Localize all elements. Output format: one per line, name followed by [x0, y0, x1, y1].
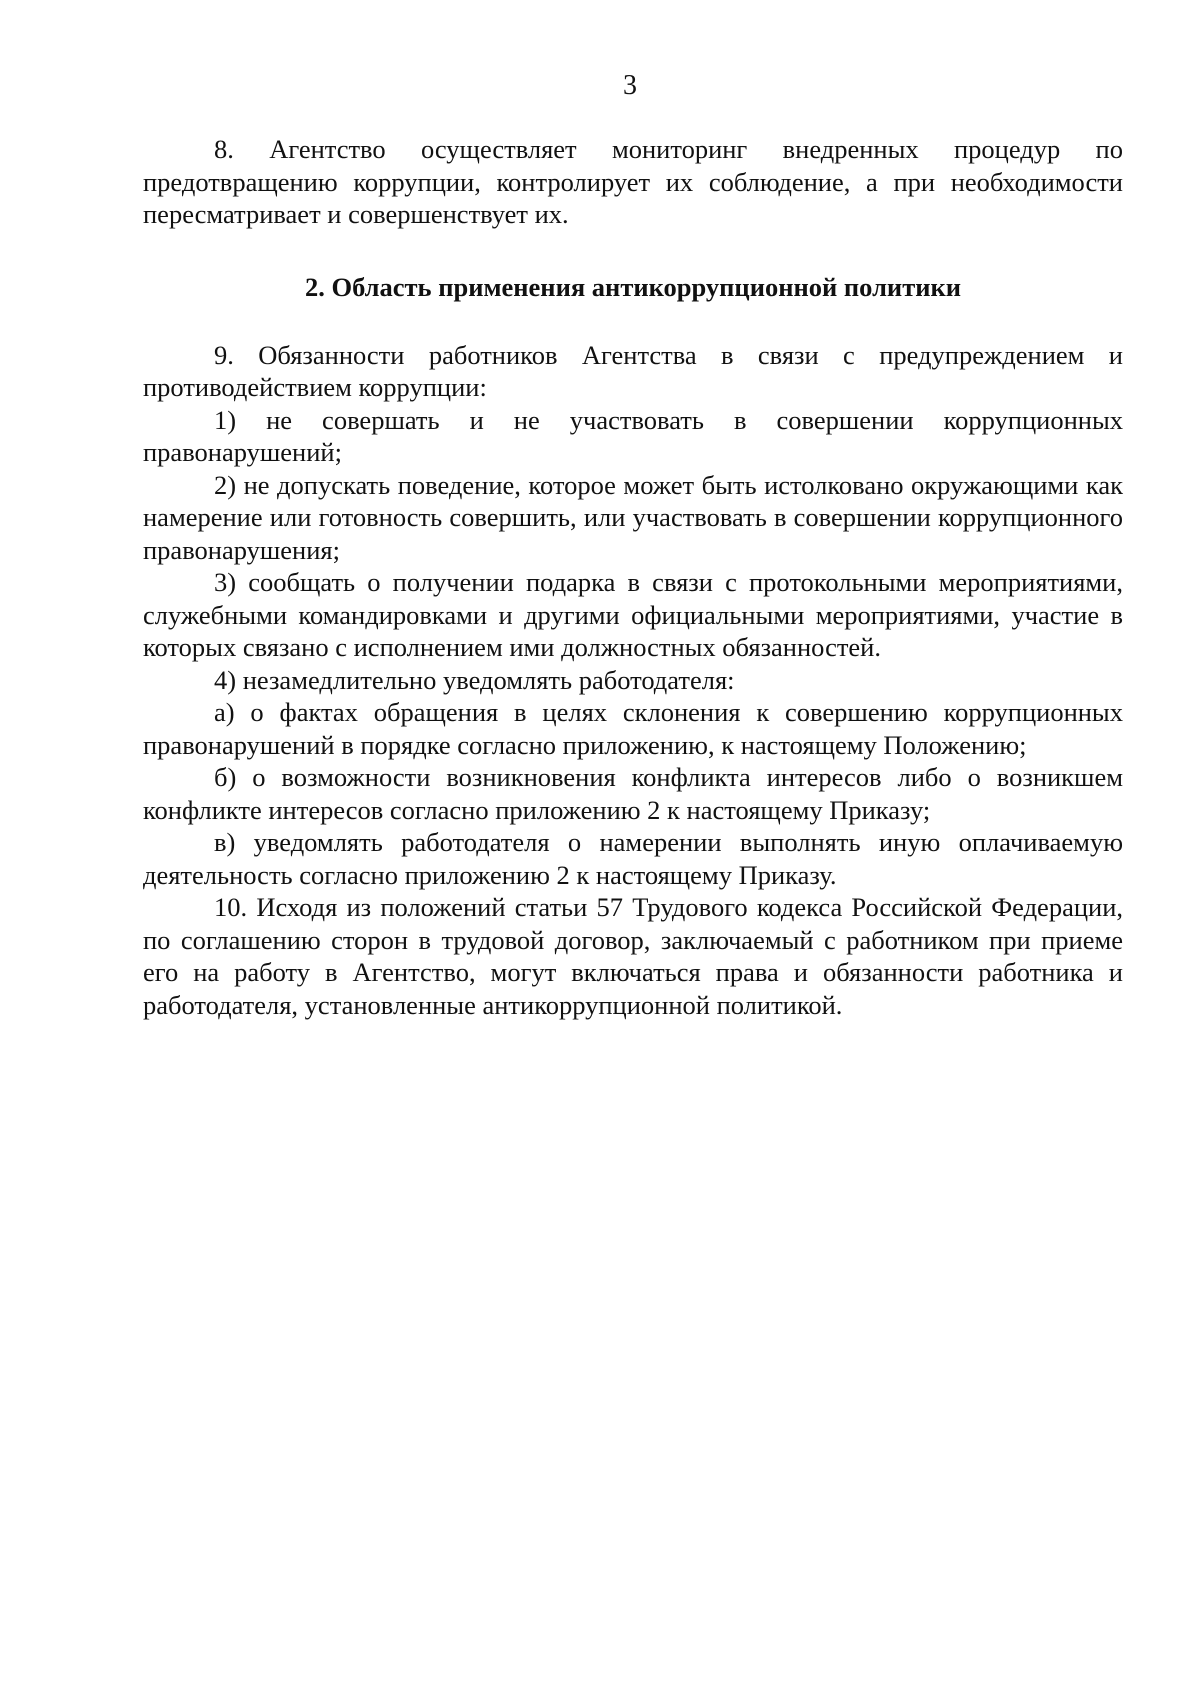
- sub-item-b: б) о возможности возникновения конфликта интересов либо о возникшем конфликте интересов согласно приложению 2 к настоящему Приказу;: [143, 762, 1123, 825]
- sub-item-a: а) о фактах обращения в целях склонения к совершению коррупционных правонарушений в порядке согласно приложению, к настоящему Положению;: [143, 697, 1123, 760]
- sub-item-v: в) уведомлять работодателя о намерении выполнять иную оплачиваемую деятельность согласно приложению 2 к настоящему Приказу.: [143, 827, 1123, 890]
- list-item-3: 3) сообщать о получении подарка в связи с протокольными мероприятиями, служебными командировками и другими официальными мероприятиями, участие в которых связано с исполнением ими должностных обязанностей.: [143, 567, 1123, 662]
- list-item-1: 1) не совершать и не участвовать в совершении коррупционных правонарушений;: [143, 404, 1123, 467]
- paragraph-8: 8. Агентство осуществляет мониторинг внедренных процедур по предотвращению коррупции, контролирует их соблюдение, а при необходимости пересматривает и совершенствует их.: [143, 134, 1123, 229]
- paragraph-9: 9. Обязанности работников Агентства в связи с предупреждением и противодействием коррупции:: [143, 339, 1123, 402]
- list-item-4: 4) незамедлительно уведомлять работодателя:: [214, 664, 735, 695]
- paragraph-10: 10. Исходя из положений статьи 57 Трудового кодекса Российской Федерации, по соглашению сторон в трудовой договор, заключаемый с работником при приеме его на работу в Агентство, могут включаться права и обязанности работника и работодателя, установленные антикоррупционной политикой.: [143, 892, 1123, 1020]
- section-heading: 2. Область применения антикоррупционной политики: [304, 271, 962, 302]
- page-number: 3: [623, 70, 637, 101]
- document-body: [143, 133, 1123, 1021]
- list-item-2: 2) не допускать поведение, которое может быть истолковано окружающими как намерение или готовность совершить, или участвовать в совершении коррупционного правонарушения;: [143, 469, 1123, 565]
